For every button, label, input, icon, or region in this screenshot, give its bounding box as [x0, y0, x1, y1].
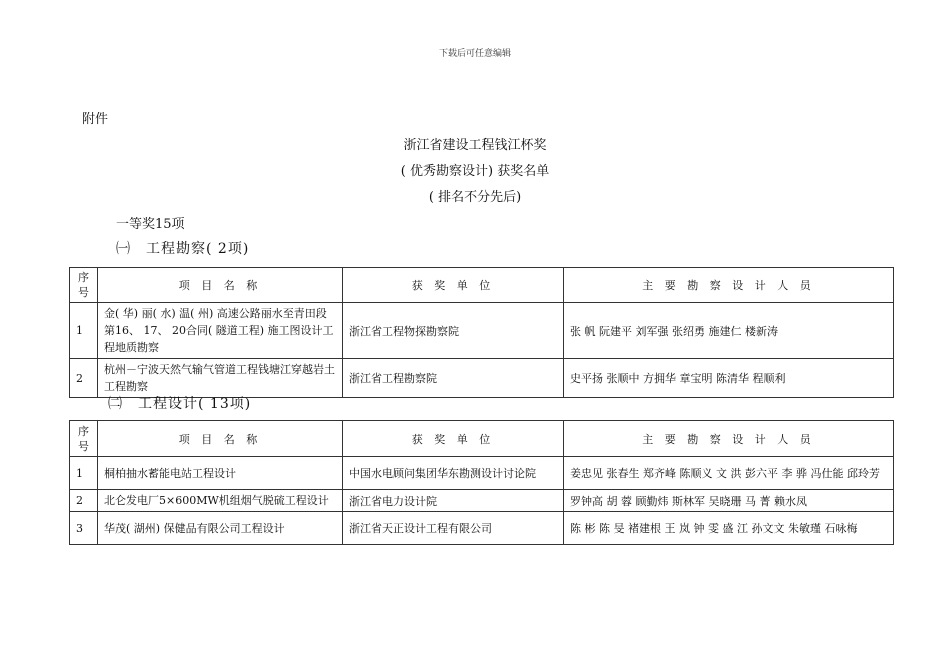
row-people: 罗钟高 胡 蓉 顾勤炜 斯林军 吴晓珊 马 菁 赖水凤	[564, 490, 894, 512]
survey-awards-table	[69, 267, 894, 398]
row-project-name: 华茂( 湖州) 保健品有限公司工程设计	[98, 512, 343, 545]
document-title: 浙江省建设工程钱江杯奖	[403, 138, 547, 153]
row-project-name: 金( 华) 丽( 水) 温( 州) 高速公路丽水至青田段第16、 17、 20合同( 隧道工程) 施工图设计工程地质勘察	[98, 303, 343, 359]
col-header-unit: 获 奖 单 位	[343, 421, 564, 457]
col-header-no: 序号	[70, 268, 98, 303]
row-no: 3	[70, 512, 98, 545]
row-no: 1	[70, 303, 98, 359]
row-people: 陈 彬 陈 旻 褚建根 王 岚 钟 雯 盛 江 孙文文 朱敏瑾 石咏梅	[564, 512, 894, 545]
section-heading-survey: ㈠ 工程勘察( 2项)	[116, 241, 250, 257]
row-project-name: 杭州－宁波天然气输气管道工程钱塘江穿越岩土工程勘察	[98, 359, 343, 398]
col-header-people: 主 要 勘 察 设 计 人 员	[564, 268, 894, 303]
row-people: 姜忠见 张春生 郑齐峰 陈顺义 文 洪 彭六平 李 骅 冯仕能 邱玲芳	[564, 457, 894, 490]
table-row	[70, 457, 894, 490]
table-row	[70, 490, 894, 512]
section-heading-design: ㈡ 工程设计( 13项)	[108, 396, 252, 412]
row-project-name: 北仑发电厂5×600MW机组烟气脱硫工程设计	[98, 490, 343, 512]
col-header-no: 序号	[70, 421, 98, 457]
table-row	[70, 359, 894, 398]
table-header-row	[70, 421, 894, 457]
row-people: 史平扬 张顺中 方拥华 章宝明 陈清华 程顺利	[564, 359, 894, 398]
document-subtitle: ( 优秀勘察设计) 获奖名单	[400, 164, 550, 179]
design-awards-table	[69, 420, 894, 545]
table-row	[70, 512, 894, 545]
col-header-unit: 获 奖 单 位	[343, 268, 564, 303]
attachment-label: 附件	[82, 112, 109, 127]
table-header-row	[70, 268, 894, 303]
row-unit: 浙江省工程勘察院	[343, 359, 564, 398]
row-people: 张 帆 阮建平 刘军强 张绍勇 施建仁 楼新涛	[564, 303, 894, 359]
table-row	[70, 303, 894, 359]
page-header-note: 下载后可任意编辑	[438, 49, 511, 59]
col-header-name: 项 目 名 称	[98, 421, 343, 457]
row-unit: 中国水电顾问集团华东勘测设计讨论院	[343, 457, 564, 490]
col-header-name: 项 目 名 称	[98, 268, 343, 303]
row-unit: 浙江省电力设计院	[343, 490, 564, 512]
row-no: 2	[70, 490, 98, 512]
row-project-name: 桐柏抽水蓄能电站工程设计	[98, 457, 343, 490]
row-no: 1	[70, 457, 98, 490]
row-unit: 浙江省天正设计工程有限公司	[343, 512, 564, 545]
row-unit: 浙江省工程物探勘察院	[343, 303, 564, 359]
row-no: 2	[70, 359, 98, 398]
document-note: ( 排名不分先后)	[428, 190, 522, 205]
col-header-people: 主 要 勘 察 设 计 人 员	[564, 421, 894, 457]
prize-level: 一等奖15项	[116, 217, 185, 232]
